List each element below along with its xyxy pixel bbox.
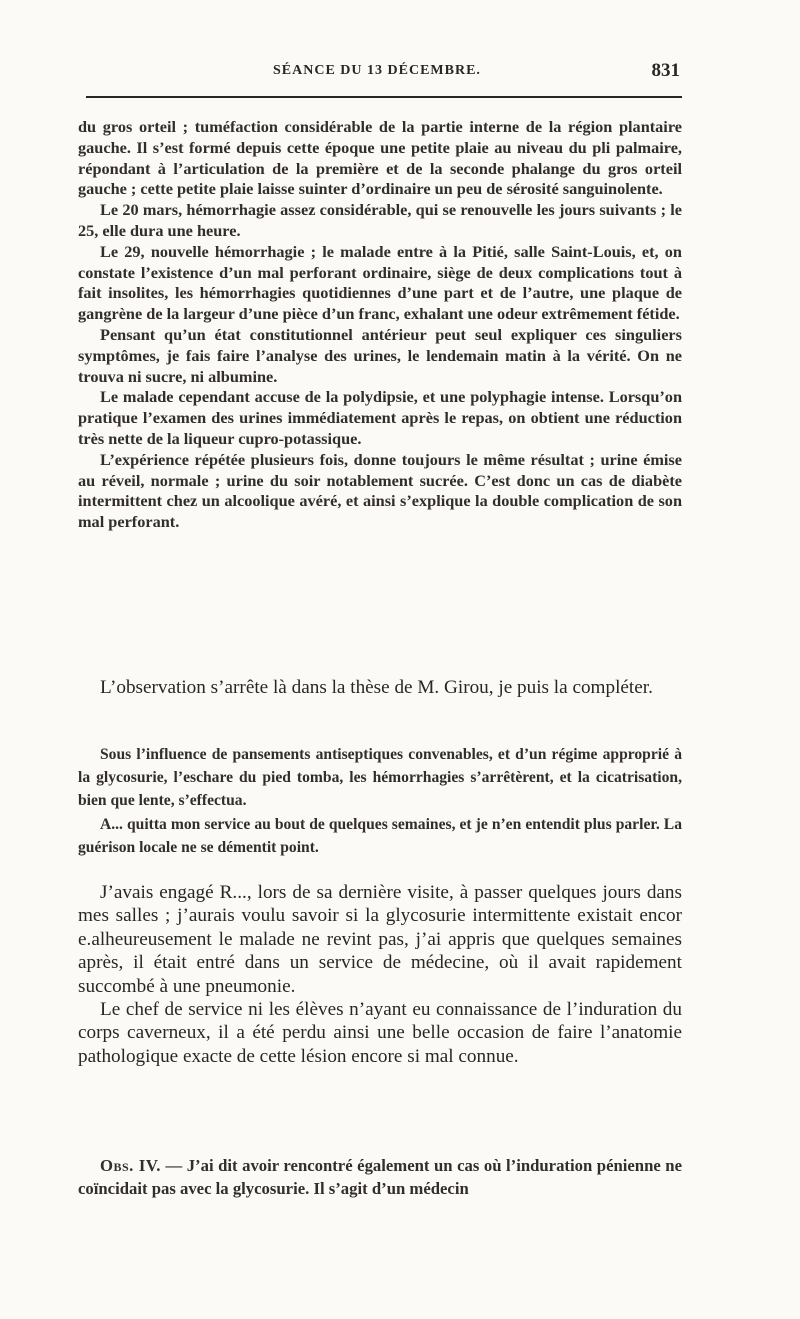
paragraph: J’avais engagé R..., lors de sa dernière visite, à passer quelques jours dans mes salles ; j’aurais voulu savoir si la glycosurie intermittente existait encor e.alheureusement le malade ne revint pas, j’ai appris que quelques semaines après, il était entré dans un service de médecine, où il avait rapidement succombé à une pneumonie. bbox=[78, 882, 682, 997]
paragraph: Pensant qu’un état constitutionnel antérieur peut seul expliquer ces singuliers symptômes, je fais faire l’analyse des urines, le lendemain matin à la vérité. On ne trouva ni sucre, ni albumine. bbox=[78, 324, 682, 386]
paragraph: du gros orteil ; tuméfaction considérable de la partie interne de la région plantaire gauche. Il s’est formé depuis cette époque une petite plaie au niveau du pli palmaire, répondant à l’articulation de la première et de la seconde phalange du gros orteil gauche ; cette petite plaie laisse suinter d’ordinaire un peu de sérosité sanguinolente. bbox=[78, 117, 682, 199]
paragraph bbox=[78, 1154, 682, 1200]
author-note bbox=[78, 676, 682, 699]
running-title: SÉANCE DU 13 DÉCEMBRE. bbox=[273, 63, 481, 78]
observation-label: Obs. IV. bbox=[100, 1156, 161, 1175]
paragraph: Le chef de service ni les élèves n’ayant eu connaissance de l’induration du corps caverneux, il a été perdu ainsi une belle occasion de faire l’anatomie pathologique exacte de cette lésion encore si mal connue. bbox=[78, 999, 682, 1067]
paragraph: Le malade cependant accuse de la polydipsie, et une polyphagie intense. Lorsqu’on pratique l’examen des urines immédiatement après le repas, on obtient une réduction très nette de la liqueur cupro-potassique. bbox=[78, 387, 682, 448]
author-commentary bbox=[78, 881, 682, 1068]
paragraph: L’observation s’arrête là dans la thèse de M. Girou, je puis la compléter. bbox=[100, 677, 653, 698]
header-rule bbox=[86, 96, 682, 98]
paragraph: A... quitta mon service au bout de quelques semaines, et je n’en entendit plus parler. La guérison locale ne se démentit point. bbox=[78, 815, 682, 856]
observation-text: — J’ai dit avoir rencontré également un cas où l’induration pénienne ne coïncidait pas avec la glycosurie. Il s’agit d’un médecin bbox=[78, 1156, 682, 1198]
observation-iv bbox=[78, 1154, 682, 1200]
paragraph: Sous l’influence de pansements antiseptiques convenables, et d’un régime approprié à la glycosurie, l’eschare du pied tomba, les hémorrhagies s’arrêtèrent, et la cicatrisation, bien que lente, s’effectua. bbox=[78, 746, 682, 810]
case-report-excerpt bbox=[78, 117, 682, 533]
page-number: 831 bbox=[651, 60, 680, 81]
paragraph: Le 29, nouvelle hémorrhagie ; le malade entre à la Pitié, salle Saint-Louis, et, on constate l’existence d’un mal perforant ordinaire, siège de deux complications tout à fait insolites, les hémorrhagies quotidiennes d’une part et de l’autre, une plaque de gangrène de la largeur d’une pièce d’un franc, exhalant une odeur extrêmement fétide. bbox=[78, 241, 682, 324]
paragraph: Le 20 mars, hémorrhagie assez considérable, qui se renouvelle les jours suivants ; le 25, elle dura une heure. bbox=[78, 200, 682, 240]
case-continuation bbox=[78, 743, 682, 859]
book-page bbox=[78, 60, 682, 1198]
paragraph: L’expérience répétée plusieurs fois, donne toujours le même résultat ; urine émise au réveil, normale ; urine du soir notablement sucrée. C’est donc un cas de diabète intermittent chez un alcoolique avéré, et ainsi s’explique la double complication de son mal perforant. bbox=[78, 449, 682, 532]
running-header bbox=[78, 60, 682, 88]
